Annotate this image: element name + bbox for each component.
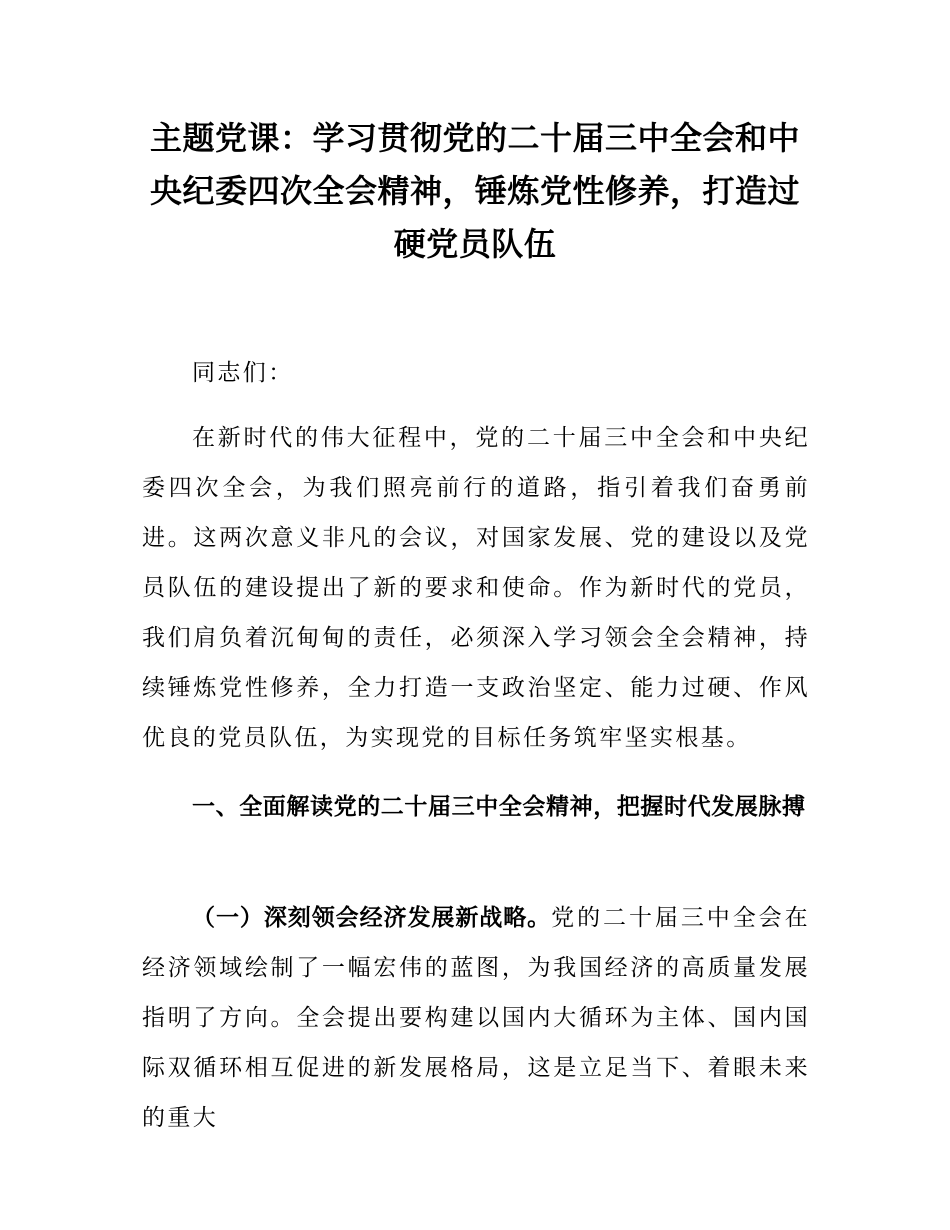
subsection-paragraph: [142, 893, 810, 1143]
subsection-lead: （一）深刻领会经济发展新战略。: [192, 905, 552, 931]
intro-paragraph: 在新时代的伟大征程中，党的二十届三中全会和中央纪委四次全会，为我们照亮前行的道路，指引着我们奋勇前进。这两次意义非凡的会议，对国家发展、党的建设以及党员队伍的建设提出了新的要求和使命。作为新时代的党员，我们肩负着沉甸甸的责任，必须深入学习领会全会精神，持续锤炼党性修养，全力打造一支政治坚定、能力过硬、作风优良的党员队伍，为实现党的目标任务筑牢坚实根基。: [142, 425, 810, 751]
greeting: 同志们：: [192, 360, 294, 386]
document-title: 主题党课：学习贯彻党的二十届三中全会和中央纪委四次全会精神，锤炼党性修养，打造过硬党员队伍: [149, 119, 800, 263]
subsection-body: 党的二十届三中全会在经济领域绘制了一幅宏伟的蓝图，为我国经济的高质量发展指明了方向。全会提出要构建以国内大循环为主体、国内国际双循环相互促进的新发展格局，这是立足当下、着眼未来的重大: [142, 905, 811, 1131]
section-heading: 一、全面解读党的二十届三中全会精神，把握时代发展脉搏: [192, 794, 806, 820]
